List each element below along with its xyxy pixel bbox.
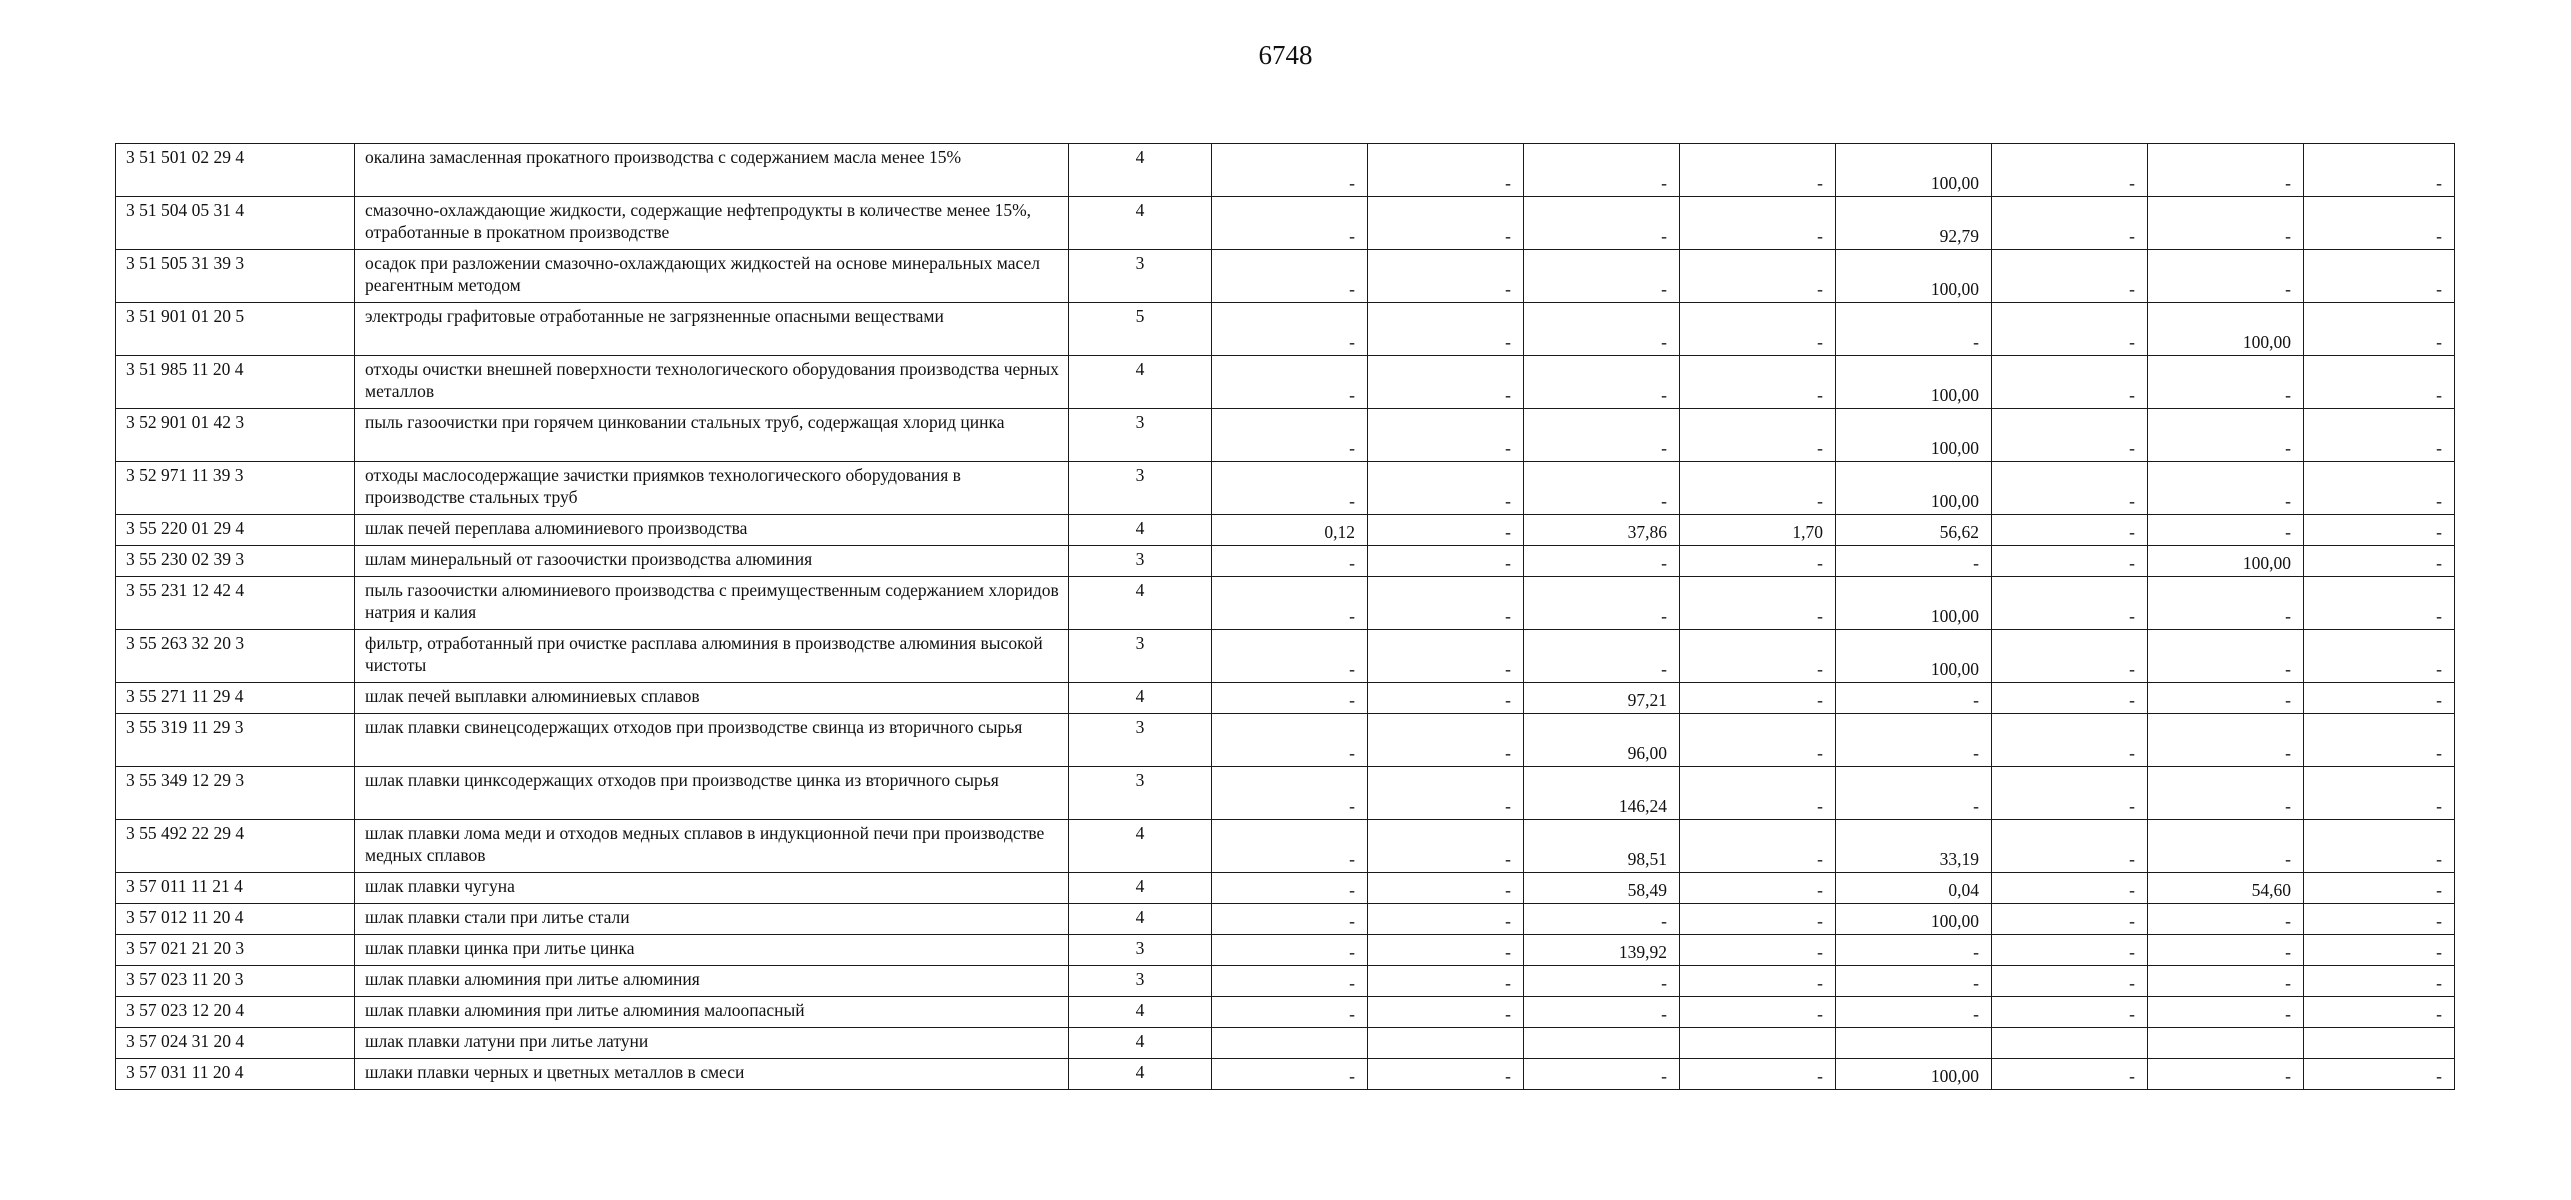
hazard-class-cell: 3 <box>1069 409 1212 462</box>
value-cell-4: 1,70 <box>1680 515 1836 546</box>
waste-name-cell: шлак плавки цинксодержащих отходов при производстве цинка из вторичного сырья <box>355 767 1069 820</box>
value-cell-5: 100,00 <box>1836 462 1992 515</box>
value-cell-1: - <box>1212 546 1368 577</box>
value-cell-1: 0,12 <box>1212 515 1368 546</box>
value-cell-3: 146,24 <box>1524 767 1680 820</box>
value-cell-8: - <box>2304 630 2455 683</box>
waste-name-cell: шлак плавки алюминия при литье алюминия малоопасный <box>355 997 1069 1028</box>
value-cell-4: - <box>1680 767 1836 820</box>
value-cell-3: - <box>1524 197 1680 250</box>
value-cell-2: - <box>1368 1059 1524 1090</box>
value-cell-5: - <box>1836 966 1992 997</box>
value-cell-4: - <box>1680 997 1836 1028</box>
waste-code-cell: 3 55 263 32 20 3 <box>116 630 355 683</box>
value-cell-5: 100,00 <box>1836 630 1992 683</box>
value-cell-6: - <box>1992 250 2148 303</box>
waste-code-cell: 3 55 220 01 29 4 <box>116 515 355 546</box>
value-cell-8: - <box>2304 935 2455 966</box>
value-cell-1: - <box>1212 250 1368 303</box>
hazard-class-cell: 4 <box>1069 873 1212 904</box>
waste-code-cell: 3 57 023 11 20 3 <box>116 966 355 997</box>
waste-code-cell: 3 55 231 12 42 4 <box>116 577 355 630</box>
value-cell-8: - <box>2304 462 2455 515</box>
value-cell-7: - <box>2148 904 2304 935</box>
value-cell-1: - <box>1212 630 1368 683</box>
waste-code-cell: 3 55 349 12 29 3 <box>116 767 355 820</box>
waste-name-cell: фильтр, отработанный при очистке расплава алюминия в производстве алюминия высокой чистоты <box>355 630 1069 683</box>
value-cell-4: - <box>1680 409 1836 462</box>
value-cell-4 <box>1680 1028 1836 1059</box>
table-row <box>116 904 2455 935</box>
hazard-class-cell: 4 <box>1069 577 1212 630</box>
value-cell-7: - <box>2148 683 2304 714</box>
value-cell-8: - <box>2304 904 2455 935</box>
value-cell-1: - <box>1212 683 1368 714</box>
value-cell-6: - <box>1992 714 2148 767</box>
hazard-class-cell: 3 <box>1069 250 1212 303</box>
value-cell-3: - <box>1524 904 1680 935</box>
value-cell-7: - <box>2148 997 2304 1028</box>
value-cell-4: - <box>1680 144 1836 197</box>
waste-code-cell: 3 52 971 11 39 3 <box>116 462 355 515</box>
value-cell-6: - <box>1992 462 2148 515</box>
hazard-class-cell: 4 <box>1069 197 1212 250</box>
value-cell-8: - <box>2304 1059 2455 1090</box>
value-cell-7 <box>2148 1028 2304 1059</box>
value-cell-2: - <box>1368 356 1524 409</box>
value-cell-4: - <box>1680 577 1836 630</box>
hazard-class-cell: 3 <box>1069 462 1212 515</box>
waste-name-cell: окалина замасленная прокатного производства с содержанием масла менее 15% <box>355 144 1069 197</box>
waste-code-cell: 3 51 985 11 20 4 <box>116 356 355 409</box>
value-cell-2: - <box>1368 250 1524 303</box>
value-cell-7: - <box>2148 935 2304 966</box>
value-cell-6: - <box>1992 935 2148 966</box>
value-cell-1: - <box>1212 462 1368 515</box>
value-cell-4: - <box>1680 683 1836 714</box>
value-cell-4: - <box>1680 714 1836 767</box>
value-cell-1: - <box>1212 1059 1368 1090</box>
value-cell-2: - <box>1368 935 1524 966</box>
value-cell-5: 100,00 <box>1836 1059 1992 1090</box>
value-cell-4: - <box>1680 462 1836 515</box>
waste-code-cell: 3 57 012 11 20 4 <box>116 904 355 935</box>
value-cell-6: - <box>1992 197 2148 250</box>
table-row <box>116 820 2455 873</box>
value-cell-5: 100,00 <box>1836 409 1992 462</box>
value-cell-3: - <box>1524 144 1680 197</box>
value-cell-1: - <box>1212 197 1368 250</box>
table-row <box>116 409 2455 462</box>
value-cell-8: - <box>2304 966 2455 997</box>
value-cell-7: - <box>2148 820 2304 873</box>
hazard-class-cell: 4 <box>1069 356 1212 409</box>
table-row <box>116 303 2455 356</box>
value-cell-8: - <box>2304 144 2455 197</box>
table-row <box>116 577 2455 630</box>
waste-name-cell: осадок при разложении смазочно-охлаждающих жидкостей на основе минеральных масел реагентным методом <box>355 250 1069 303</box>
value-cell-6: - <box>1992 1059 2148 1090</box>
value-cell-2: - <box>1368 144 1524 197</box>
value-cell-6: - <box>1992 966 2148 997</box>
waste-code-cell: 3 55 319 11 29 3 <box>116 714 355 767</box>
value-cell-8: - <box>2304 409 2455 462</box>
value-cell-1: - <box>1212 409 1368 462</box>
table-row <box>116 1028 2455 1059</box>
value-cell-5: - <box>1836 546 1992 577</box>
value-cell-2: - <box>1368 873 1524 904</box>
value-cell-6: - <box>1992 683 2148 714</box>
table-body <box>116 144 2455 1090</box>
waste-code-cell: 3 57 031 11 20 4 <box>116 1059 355 1090</box>
value-cell-8: - <box>2304 997 2455 1028</box>
value-cell-8 <box>2304 1028 2455 1059</box>
value-cell-6: - <box>1992 820 2148 873</box>
value-cell-6: - <box>1992 303 2148 356</box>
value-cell-8: - <box>2304 873 2455 904</box>
value-cell-8: - <box>2304 714 2455 767</box>
value-cell-8: - <box>2304 303 2455 356</box>
value-cell-5: 100,00 <box>1836 904 1992 935</box>
value-cell-2: - <box>1368 966 1524 997</box>
value-cell-4: - <box>1680 630 1836 683</box>
table-row <box>116 966 2455 997</box>
waste-name-cell: пыль газоочистки алюминиевого производства с преимущественным содержанием хлоридов натрия и калия <box>355 577 1069 630</box>
waste-code-cell: 3 57 021 21 20 3 <box>116 935 355 966</box>
value-cell-3: - <box>1524 409 1680 462</box>
value-cell-7: - <box>2148 767 2304 820</box>
value-cell-1: - <box>1212 966 1368 997</box>
value-cell-5: 100,00 <box>1836 144 1992 197</box>
waste-name-cell: шлак плавки цинка при литье цинка <box>355 935 1069 966</box>
value-cell-5: 100,00 <box>1836 356 1992 409</box>
hazard-class-cell: 4 <box>1069 997 1212 1028</box>
table-row <box>116 630 2455 683</box>
value-cell-5: 0,04 <box>1836 873 1992 904</box>
hazard-class-cell: 3 <box>1069 630 1212 683</box>
value-cell-2: - <box>1368 630 1524 683</box>
value-cell-2: - <box>1368 820 1524 873</box>
value-cell-1: - <box>1212 904 1368 935</box>
value-cell-7: 100,00 <box>2148 546 2304 577</box>
value-cell-6: - <box>1992 577 2148 630</box>
waste-name-cell: отходы маслосодержащие зачистки приямков технологического оборудования в производстве стальных труб <box>355 462 1069 515</box>
hazard-class-cell: 3 <box>1069 546 1212 577</box>
table-row <box>116 546 2455 577</box>
value-cell-4: - <box>1680 356 1836 409</box>
value-cell-8: - <box>2304 197 2455 250</box>
value-cell-1: - <box>1212 714 1368 767</box>
value-cell-6: - <box>1992 409 2148 462</box>
value-cell-3: 98,51 <box>1524 820 1680 873</box>
value-cell-8: - <box>2304 820 2455 873</box>
value-cell-3: - <box>1524 250 1680 303</box>
value-cell-7: - <box>2148 409 2304 462</box>
waste-name-cell: электроды графитовые отработанные не загрязненные опасными веществами <box>355 303 1069 356</box>
value-cell-6: - <box>1992 144 2148 197</box>
value-cell-5: 33,19 <box>1836 820 1992 873</box>
waste-name-cell: шлак плавки алюминия при литье алюминия <box>355 966 1069 997</box>
value-cell-6 <box>1992 1028 2148 1059</box>
value-cell-2: - <box>1368 409 1524 462</box>
waste-name-cell: шлак печей выплавки алюминиевых сплавов <box>355 683 1069 714</box>
value-cell-8: - <box>2304 356 2455 409</box>
waste-name-cell: пыль газоочистки при горячем цинковании стальных труб, содержащая хлорид цинка <box>355 409 1069 462</box>
value-cell-6: - <box>1992 546 2148 577</box>
value-cell-4: - <box>1680 1059 1836 1090</box>
waste-code-cell: 3 57 011 11 21 4 <box>116 873 355 904</box>
value-cell-1 <box>1212 1028 1368 1059</box>
waste-code-cell: 3 51 501 02 29 4 <box>116 144 355 197</box>
value-cell-7: - <box>2148 462 2304 515</box>
value-cell-3: 96,00 <box>1524 714 1680 767</box>
value-cell-6: - <box>1992 356 2148 409</box>
table-row <box>116 197 2455 250</box>
table-row <box>116 462 2455 515</box>
value-cell-7: - <box>2148 577 2304 630</box>
value-cell-5: 100,00 <box>1836 577 1992 630</box>
value-cell-6: - <box>1992 515 2148 546</box>
value-cell-7: - <box>2148 714 2304 767</box>
page-number: 6748 <box>1258 40 1313 70</box>
value-cell-7: - <box>2148 197 2304 250</box>
waste-code-cell: 3 52 901 01 42 3 <box>116 409 355 462</box>
value-cell-4: - <box>1680 197 1836 250</box>
value-cell-2: - <box>1368 546 1524 577</box>
value-cell-1: - <box>1212 303 1368 356</box>
value-cell-3: 58,49 <box>1524 873 1680 904</box>
table-row <box>116 767 2455 820</box>
value-cell-4: - <box>1680 904 1836 935</box>
table-row <box>116 683 2455 714</box>
value-cell-2: - <box>1368 197 1524 250</box>
value-cell-1: - <box>1212 935 1368 966</box>
value-cell-2: - <box>1368 767 1524 820</box>
table-row <box>116 935 2455 966</box>
waste-code-cell: 3 57 024 31 20 4 <box>116 1028 355 1059</box>
hazard-class-cell: 4 <box>1069 820 1212 873</box>
value-cell-2: - <box>1368 303 1524 356</box>
value-cell-5: - <box>1836 935 1992 966</box>
waste-name-cell: отходы очистки внешней поверхности технологического оборудования производства черных металлов <box>355 356 1069 409</box>
value-cell-6: - <box>1992 630 2148 683</box>
value-cell-3: - <box>1524 303 1680 356</box>
value-cell-4: - <box>1680 966 1836 997</box>
value-cell-8: - <box>2304 515 2455 546</box>
waste-table <box>115 143 2455 1090</box>
value-cell-1: - <box>1212 144 1368 197</box>
value-cell-1: - <box>1212 997 1368 1028</box>
value-cell-6: - <box>1992 873 2148 904</box>
value-cell-1: - <box>1212 577 1368 630</box>
waste-code-cell: 3 51 504 05 31 4 <box>116 197 355 250</box>
hazard-class-cell: 4 <box>1069 515 1212 546</box>
waste-name-cell: шлаки плавки черных и цветных металлов в смеси <box>355 1059 1069 1090</box>
value-cell-5: 56,62 <box>1836 515 1992 546</box>
table-row <box>116 997 2455 1028</box>
value-cell-2: - <box>1368 515 1524 546</box>
value-cell-4: - <box>1680 546 1836 577</box>
value-cell-4: - <box>1680 250 1836 303</box>
table-row <box>116 1059 2455 1090</box>
value-cell-3 <box>1524 1028 1680 1059</box>
value-cell-2: - <box>1368 904 1524 935</box>
waste-code-cell: 3 51 901 01 20 5 <box>116 303 355 356</box>
value-cell-3: - <box>1524 997 1680 1028</box>
value-cell-4: - <box>1680 820 1836 873</box>
value-cell-5: - <box>1836 714 1992 767</box>
value-cell-5 <box>1836 1028 1992 1059</box>
value-cell-5: - <box>1836 303 1992 356</box>
value-cell-3: - <box>1524 630 1680 683</box>
value-cell-8: - <box>2304 767 2455 820</box>
table-row <box>116 250 2455 303</box>
value-cell-2: - <box>1368 997 1524 1028</box>
waste-name-cell: шлак плавки стали при литье стали <box>355 904 1069 935</box>
hazard-class-cell: 3 <box>1069 966 1212 997</box>
value-cell-5: 100,00 <box>1836 250 1992 303</box>
value-cell-7: - <box>2148 630 2304 683</box>
value-cell-7: 100,00 <box>2148 303 2304 356</box>
value-cell-7: - <box>2148 1059 2304 1090</box>
hazard-class-cell: 3 <box>1069 935 1212 966</box>
value-cell-2: - <box>1368 462 1524 515</box>
value-cell-6: - <box>1992 997 2148 1028</box>
value-cell-2: - <box>1368 577 1524 630</box>
value-cell-4: - <box>1680 935 1836 966</box>
value-cell-3: 37,86 <box>1524 515 1680 546</box>
value-cell-3: - <box>1524 356 1680 409</box>
value-cell-8: - <box>2304 546 2455 577</box>
value-cell-7: 54,60 <box>2148 873 2304 904</box>
waste-name-cell: шлак плавки свинецсодержащих отходов при производстве свинца из вторичного сырья <box>355 714 1069 767</box>
value-cell-5: - <box>1836 767 1992 820</box>
value-cell-5: 92,79 <box>1836 197 1992 250</box>
value-cell-3: 97,21 <box>1524 683 1680 714</box>
value-cell-3: - <box>1524 577 1680 630</box>
hazard-class-cell: 3 <box>1069 767 1212 820</box>
value-cell-7: - <box>2148 515 2304 546</box>
value-cell-8: - <box>2304 250 2455 303</box>
value-cell-3: - <box>1524 546 1680 577</box>
table-row <box>116 515 2455 546</box>
waste-code-cell: 3 57 023 12 20 4 <box>116 997 355 1028</box>
table-row <box>116 144 2455 197</box>
value-cell-1: - <box>1212 767 1368 820</box>
value-cell-3: - <box>1524 1059 1680 1090</box>
waste-code-cell: 3 51 505 31 39 3 <box>116 250 355 303</box>
value-cell-3: - <box>1524 462 1680 515</box>
value-cell-7: - <box>2148 966 2304 997</box>
value-cell-7: - <box>2148 144 2304 197</box>
waste-name-cell: шлак плавки чугуна <box>355 873 1069 904</box>
waste-name-cell: шлак плавки лома меди и отходов медных сплавов в индукционной печи при производстве медных сплавов <box>355 820 1069 873</box>
hazard-class-cell: 3 <box>1069 714 1212 767</box>
value-cell-6: - <box>1992 904 2148 935</box>
table-row <box>116 873 2455 904</box>
hazard-class-cell: 5 <box>1069 303 1212 356</box>
value-cell-2: - <box>1368 714 1524 767</box>
hazard-class-cell: 4 <box>1069 144 1212 197</box>
waste-name-cell: шлак плавки латуни при литье латуни <box>355 1028 1069 1059</box>
value-cell-1: - <box>1212 873 1368 904</box>
hazard-class-cell: 4 <box>1069 1059 1212 1090</box>
table-row <box>116 356 2455 409</box>
value-cell-1: - <box>1212 356 1368 409</box>
waste-name-cell: смазочно-охлаждающие жидкости, содержащие нефтепродукты в количестве менее 15%, отработанные в прокатном производстве <box>355 197 1069 250</box>
value-cell-4: - <box>1680 873 1836 904</box>
hazard-class-cell: 4 <box>1069 904 1212 935</box>
value-cell-8: - <box>2304 683 2455 714</box>
value-cell-2: - <box>1368 683 1524 714</box>
value-cell-7: - <box>2148 250 2304 303</box>
waste-code-cell: 3 55 492 22 29 4 <box>116 820 355 873</box>
waste-name-cell: шлам минеральный от газоочистки производства алюминия <box>355 546 1069 577</box>
value-cell-5: - <box>1836 683 1992 714</box>
value-cell-8: - <box>2304 577 2455 630</box>
hazard-class-cell: 4 <box>1069 1028 1212 1059</box>
value-cell-2 <box>1368 1028 1524 1059</box>
value-cell-6: - <box>1992 767 2148 820</box>
waste-name-cell: шлак печей переплава алюминиевого производства <box>355 515 1069 546</box>
value-cell-3: 139,92 <box>1524 935 1680 966</box>
value-cell-4: - <box>1680 303 1836 356</box>
hazard-class-cell: 4 <box>1069 683 1212 714</box>
waste-code-cell: 3 55 271 11 29 4 <box>116 683 355 714</box>
table-row <box>116 714 2455 767</box>
value-cell-3: - <box>1524 966 1680 997</box>
waste-code-cell: 3 55 230 02 39 3 <box>116 546 355 577</box>
value-cell-7: - <box>2148 356 2304 409</box>
value-cell-1: - <box>1212 820 1368 873</box>
value-cell-5: - <box>1836 997 1992 1028</box>
